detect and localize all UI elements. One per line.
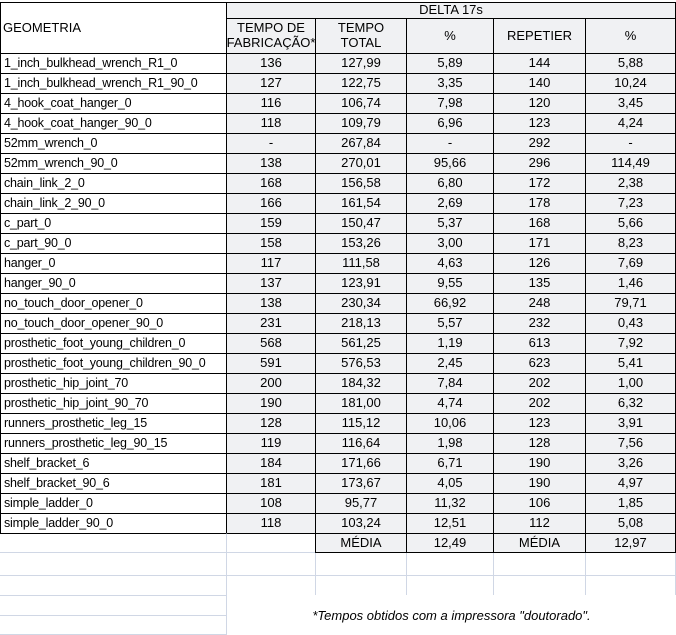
value-cell[interactable]: 118 xyxy=(226,513,315,533)
value-cell[interactable]: 112 xyxy=(493,513,585,533)
column-header-cell[interactable]: % xyxy=(585,18,676,53)
value-cell[interactable]: 178 xyxy=(493,193,585,213)
gridline xyxy=(493,553,494,595)
gridline xyxy=(0,615,226,616)
geometry-name-cell[interactable]: shelf_bracket_6 xyxy=(0,453,226,473)
value-cell[interactable]: 153,26 xyxy=(315,233,406,253)
value-cell[interactable]: 7,98 xyxy=(406,93,493,113)
geometry-name-cell[interactable]: shelf_bracket_90_6 xyxy=(0,473,226,493)
value-cell[interactable]: 1,46 xyxy=(585,273,676,293)
value-cell[interactable]: 127 xyxy=(226,73,315,93)
value-cell[interactable]: 4,97 xyxy=(585,473,676,493)
value-cell[interactable]: 8,23 xyxy=(585,233,676,253)
value-cell[interactable]: 168 xyxy=(226,173,315,193)
value-cell[interactable]: 7,92 xyxy=(585,333,676,353)
value-cell[interactable]: 12,51 xyxy=(406,513,493,533)
value-cell[interactable]: 7,23 xyxy=(585,193,676,213)
column-header-cell[interactable]: TEMPO TOTAL xyxy=(315,18,406,53)
value-cell[interactable]: 181 xyxy=(226,473,315,493)
geometry-name-cell[interactable]: 4_hook_coat_hanger_90_0 xyxy=(0,113,226,133)
value-cell[interactable]: 4,63 xyxy=(406,253,493,273)
value-cell[interactable]: 158 xyxy=(226,233,315,253)
value-cell[interactable]: 4,24 xyxy=(585,113,676,133)
value-cell[interactable]: 117 xyxy=(226,253,315,273)
geometry-name-cell[interactable]: 52mm_wrench_0 xyxy=(0,133,226,153)
gridline xyxy=(585,553,586,595)
value-cell[interactable]: 1,85 xyxy=(585,493,676,513)
value-cell[interactable]: 138 xyxy=(226,153,315,173)
value-cell[interactable]: 127,99 xyxy=(315,53,406,73)
value-cell[interactable]: 66,92 xyxy=(406,293,493,313)
value-cell[interactable]: 156,58 xyxy=(315,173,406,193)
summary-label-cell[interactable]: MÉDIA xyxy=(315,533,406,553)
value-cell[interactable]: 591 xyxy=(226,353,315,373)
value-cell[interactable]: 106,74 xyxy=(315,93,406,113)
group-header-cell[interactable]: DELTA 17s xyxy=(226,2,676,18)
summary-value-cell[interactable]: 12,49 xyxy=(406,533,493,553)
value-cell[interactable]: - xyxy=(585,133,676,153)
value-cell[interactable]: 6,32 xyxy=(585,393,676,413)
value-cell[interactable]: - xyxy=(226,133,315,153)
value-cell[interactable]: 184,32 xyxy=(315,373,406,393)
value-cell[interactable]: 202 xyxy=(493,393,585,413)
value-cell[interactable]: 103,24 xyxy=(315,513,406,533)
column-header-cell[interactable]: TEMPO DE FABRICAÇÃO* xyxy=(226,18,315,53)
value-cell[interactable]: 137 xyxy=(226,273,315,293)
value-cell[interactable]: 6,80 xyxy=(406,173,493,193)
value-cell[interactable]: 3,45 xyxy=(585,93,676,113)
value-cell[interactable]: 623 xyxy=(493,353,585,373)
value-cell[interactable]: 106 xyxy=(493,493,585,513)
value-cell[interactable]: 108 xyxy=(226,493,315,513)
value-cell[interactable]: 95,77 xyxy=(315,493,406,513)
results-table xyxy=(0,2,676,553)
value-cell[interactable]: 144 xyxy=(493,53,585,73)
value-cell[interactable]: 136 xyxy=(226,53,315,73)
value-cell[interactable]: 232 xyxy=(493,313,585,333)
value-cell[interactable]: 7,56 xyxy=(585,433,676,453)
value-cell[interactable]: 116 xyxy=(226,93,315,113)
geometry-name-cell[interactable]: prosthetic_hip_joint_90_70 xyxy=(0,393,226,413)
value-cell[interactable]: 11,32 xyxy=(406,493,493,513)
value-cell[interactable]: 2,38 xyxy=(585,173,676,193)
value-cell[interactable]: 128 xyxy=(226,413,315,433)
geometry-name-cell[interactable]: simple_ladder_0 xyxy=(0,493,226,513)
value-cell[interactable]: 166 xyxy=(226,193,315,213)
geometry-name-cell[interactable]: prosthetic_foot_young_children_0 xyxy=(0,333,226,353)
value-cell[interactable]: 613 xyxy=(493,333,585,353)
value-cell[interactable]: 138 xyxy=(226,293,315,313)
summary-label-cell[interactable]: MÉDIA xyxy=(493,533,585,553)
value-cell[interactable]: 120 xyxy=(493,93,585,113)
gridline xyxy=(406,553,407,595)
column-header-cell[interactable]: REPETIER xyxy=(493,18,585,53)
value-cell[interactable]: 118 xyxy=(226,113,315,133)
value-cell[interactable]: 4,74 xyxy=(406,393,493,413)
value-cell[interactable]: 5,41 xyxy=(585,353,676,373)
value-cell[interactable]: 126 xyxy=(493,253,585,273)
summary-ghost-a[interactable] xyxy=(0,533,226,553)
footnote[interactable]: *Tempos obtidos com a impressora "doutorado". xyxy=(227,595,676,635)
geometry-name-cell[interactable]: runners_prosthetic_leg_90_15 xyxy=(0,433,226,453)
value-cell[interactable]: 2,45 xyxy=(406,353,493,373)
value-cell[interactable]: 3,35 xyxy=(406,73,493,93)
geometry-header-cell[interactable]: GEOMETRIA xyxy=(0,2,226,53)
geometry-name-cell[interactable]: simple_ladder_90_0 xyxy=(0,513,226,533)
value-cell[interactable]: 190 xyxy=(226,393,315,413)
value-cell[interactable]: 123 xyxy=(493,113,585,133)
value-cell[interactable]: 190 xyxy=(493,473,585,493)
value-cell[interactable]: 270,01 xyxy=(315,153,406,173)
value-cell[interactable]: 230,34 xyxy=(315,293,406,313)
value-cell[interactable]: 561,25 xyxy=(315,333,406,353)
geometry-name-cell[interactable]: no_touch_door_opener_0 xyxy=(0,293,226,313)
geometry-name-cell[interactable]: chain_link_2_0 xyxy=(0,173,226,193)
value-cell[interactable]: 10,06 xyxy=(406,413,493,433)
value-cell[interactable]: 7,69 xyxy=(585,253,676,273)
value-cell[interactable]: 161,54 xyxy=(315,193,406,213)
value-cell[interactable]: 5,57 xyxy=(406,313,493,333)
value-cell[interactable]: 119 xyxy=(226,433,315,453)
value-cell[interactable]: 3,91 xyxy=(585,413,676,433)
value-cell[interactable]: 79,71 xyxy=(585,293,676,313)
value-cell[interactable]: 3,26 xyxy=(585,453,676,473)
value-cell[interactable]: 135 xyxy=(493,273,585,293)
geometry-name-cell[interactable]: hanger_90_0 xyxy=(0,273,226,293)
value-cell[interactable]: 1,00 xyxy=(585,373,676,393)
value-cell[interactable]: 1,98 xyxy=(406,433,493,453)
value-cell[interactable]: 122,75 xyxy=(315,73,406,93)
geometry-name-cell[interactable]: no_touch_door_opener_90_0 xyxy=(0,313,226,333)
geometry-name-cell[interactable]: prosthetic_hip_joint_70 xyxy=(0,373,226,393)
value-cell[interactable]: 150,47 xyxy=(315,213,406,233)
summary-ghost-b[interactable] xyxy=(226,533,315,553)
value-cell[interactable]: 116,64 xyxy=(315,433,406,453)
value-cell[interactable]: 248 xyxy=(493,293,585,313)
value-cell[interactable]: 218,13 xyxy=(315,313,406,333)
value-cell[interactable]: 111,58 xyxy=(315,253,406,273)
value-cell[interactable]: 5,88 xyxy=(585,53,676,73)
value-cell[interactable]: 109,79 xyxy=(315,113,406,133)
geometry-name-cell[interactable]: c_part_90_0 xyxy=(0,233,226,253)
value-cell[interactable]: 190 xyxy=(493,453,585,473)
value-cell[interactable]: 184 xyxy=(226,453,315,473)
value-cell[interactable]: 296 xyxy=(493,153,585,173)
value-cell[interactable]: 168 xyxy=(493,213,585,233)
value-cell[interactable]: 123,91 xyxy=(315,273,406,293)
value-cell[interactable]: 4,05 xyxy=(406,473,493,493)
value-cell[interactable]: 6,96 xyxy=(406,113,493,133)
value-cell[interactable]: 292 xyxy=(493,133,585,153)
value-cell[interactable]: 5,66 xyxy=(585,213,676,233)
value-cell[interactable]: 5,89 xyxy=(406,53,493,73)
value-cell[interactable]: 568 xyxy=(226,333,315,353)
value-cell[interactable]: 0,43 xyxy=(585,313,676,333)
value-cell[interactable]: 3,00 xyxy=(406,233,493,253)
value-cell[interactable]: 5,37 xyxy=(406,213,493,233)
value-cell[interactable]: - xyxy=(406,133,493,153)
value-cell[interactable]: 7,84 xyxy=(406,373,493,393)
value-cell[interactable]: 2,69 xyxy=(406,193,493,213)
geometry-name-cell[interactable]: prosthetic_foot_young_children_90_0 xyxy=(0,353,226,373)
value-cell[interactable]: 200 xyxy=(226,373,315,393)
value-cell[interactable]: 181,00 xyxy=(315,393,406,413)
value-cell[interactable]: 140 xyxy=(493,73,585,93)
geometry-name-cell[interactable]: c_part_0 xyxy=(0,213,226,233)
value-cell[interactable]: 9,55 xyxy=(406,273,493,293)
value-cell[interactable]: 171,66 xyxy=(315,453,406,473)
column-header-cell[interactable]: % xyxy=(406,18,493,53)
value-cell[interactable]: 202 xyxy=(493,373,585,393)
value-cell[interactable]: 171 xyxy=(493,233,585,253)
value-cell[interactable]: 159 xyxy=(226,213,315,233)
value-cell[interactable]: 576,53 xyxy=(315,353,406,373)
value-cell[interactable]: 123 xyxy=(493,413,585,433)
geometry-name-cell[interactable]: chain_link_2_90_0 xyxy=(0,193,226,213)
gridline xyxy=(0,575,676,576)
geometry-name-cell[interactable]: 4_hook_coat_hanger_0 xyxy=(0,93,226,113)
value-cell[interactable]: 10,24 xyxy=(585,73,676,93)
value-cell[interactable]: 231 xyxy=(226,313,315,333)
value-cell[interactable]: 6,71 xyxy=(406,453,493,473)
value-cell[interactable]: 115,12 xyxy=(315,413,406,433)
geometry-name-cell[interactable]: runners_prosthetic_leg_15 xyxy=(0,413,226,433)
value-cell[interactable]: 267,84 xyxy=(315,133,406,153)
value-cell[interactable]: 5,08 xyxy=(585,513,676,533)
value-cell[interactable]: 95,66 xyxy=(406,153,493,173)
value-cell[interactable]: 172 xyxy=(493,173,585,193)
geometry-name-cell[interactable]: hanger_0 xyxy=(0,253,226,273)
gridline xyxy=(315,553,316,595)
value-cell[interactable]: 1,19 xyxy=(406,333,493,353)
summary-value-cell[interactable]: 12,97 xyxy=(585,533,676,553)
value-cell[interactable]: 128 xyxy=(493,433,585,453)
geometry-name-cell[interactable]: 1_inch_bulkhead_wrench_R1_0 xyxy=(0,53,226,73)
geometry-name-cell[interactable]: 1_inch_bulkhead_wrench_R1_90_0 xyxy=(0,73,226,93)
value-cell[interactable]: 173,67 xyxy=(315,473,406,493)
geometry-name-cell[interactable]: 52mm_wrench_90_0 xyxy=(0,153,226,173)
value-cell[interactable]: 114,49 xyxy=(585,153,676,173)
